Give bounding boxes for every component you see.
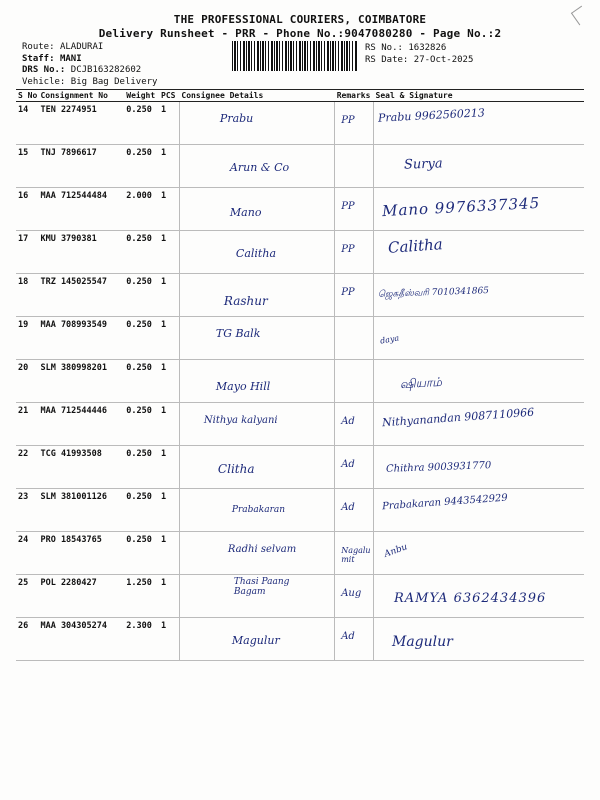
rs-no-value: 1632826 [408,43,447,53]
cell-sno: 18 [16,274,38,317]
cell-weight: 0.250 [124,231,159,274]
staff-value: MANI [59,53,82,64]
drs-barcode [232,41,358,71]
cell-weight: 0.250 [124,489,159,532]
consignee-handwriting: Rashur [223,294,268,308]
consignee-handwriting: Arun & Co [229,161,290,174]
cell-pcs: 1 [159,145,179,188]
cell-remarks [335,274,374,317]
route-label: Route: [22,42,55,52]
signature-handwriting: ஷியாம் [399,374,443,392]
cell-remarks [335,145,374,188]
signature-handwriting: Prabakaran 9443542929 [381,492,509,513]
cell-sno: 20 [16,360,38,403]
cell-weight: 0.250 [124,403,159,446]
cell-remarks [335,403,374,446]
remarks-handwriting: Ad [341,502,355,513]
consignee-handwriting: Prabakaran [231,505,286,515]
table-header-row [16,90,584,102]
cell-remarks [335,317,374,360]
cell-remarks [335,231,374,274]
cell-pcs: 1 [159,575,179,618]
table-row [16,274,584,317]
consignee-handwriting: Mayo Hill [215,380,271,393]
cell-signature [374,446,585,489]
cell-consignment-no: TCG 41993508 [38,446,124,489]
cell-consignment-no: MAA 712544484 [38,188,124,231]
cell-consignment-no: KMU 3790381 [38,231,124,274]
cell-pcs: 1 [159,188,179,231]
cell-weight: 2.000 [124,188,159,231]
cell-consignment-no: TRZ 145025547 [38,274,124,317]
remarks-handwriting: Ad [341,459,355,470]
cell-pcs: 1 [159,618,179,661]
cell-pcs: 1 [159,274,179,317]
vehicle-label: Vehicle: [22,76,66,87]
cell-sno: 19 [16,317,38,360]
signature-handwriting: Calitha [387,235,444,257]
cell-sno: 23 [16,489,38,532]
cell-weight: 0.250 [124,145,159,188]
consignee-handwriting: Calitha [235,247,276,260]
company-title: THE PROFESSIONAL COURIERS, COIMBATORE [173,13,427,26]
signature-handwriting: daya [379,333,400,346]
col-consignment: Consignment No [38,90,124,102]
remarks-handwriting: PP [341,287,355,298]
cell-weight: 0.250 [124,274,159,317]
table-row [16,145,584,188]
cell-weight: 0.250 [124,360,159,403]
cell-signature [374,532,585,575]
consignee-handwriting: Radhi selvam [227,544,297,555]
cell-weight: 0.250 [124,446,159,489]
rs-no-label: RS No.: [365,43,403,53]
cell-consignment-no: MAA 304305274 [38,618,124,661]
cell-remarks [335,532,374,575]
consignee-handwriting: Clitha [217,462,255,476]
runsheet-subtitle: Delivery Runsheet - PRR - Phone No.:9047080280 - Page No.:2 [98,27,502,40]
table-row [16,360,584,403]
consignee-handwriting: Nithya kalyani [203,415,278,426]
table-row [16,446,584,489]
cell-sno: 17 [16,231,38,274]
cell-consignee [179,274,334,317]
consignee-handwriting: Magulur [231,634,280,647]
consignee-handwriting: Thasi Paang Bagam [233,577,290,597]
cell-signature [374,489,585,532]
cell-sno: 15 [16,145,38,188]
cell-consignment-no: PRO 18543765 [38,532,124,575]
cell-consignee [179,489,334,532]
cell-signature [374,575,585,618]
cell-weight: 0.250 [124,532,159,575]
cell-consignee [179,532,334,575]
cell-remarks [335,188,374,231]
cell-consignee [179,618,334,661]
cell-consignee [179,231,334,274]
consignee-handwriting: TG Balk [215,327,261,340]
remarks-handwriting: Nagalu mit [341,546,371,564]
cell-pcs: 1 [159,403,179,446]
delivery-table [16,89,584,661]
staff-label: Staff: [22,53,55,64]
col-remarks: Remarks [335,90,374,102]
table-row [16,575,584,618]
cell-consignee [179,102,334,145]
cell-consignee [179,360,334,403]
cell-pcs: 1 [159,317,179,360]
cell-consignment-no: TNJ 7896617 [38,145,124,188]
signature-handwriting: ஜெகதீஸ்வரி 7010341865 [377,286,490,300]
rs-no-line [365,42,473,54]
cell-consignment-no: SLM 381001126 [38,489,124,532]
consignee-handwriting: Prabu [219,112,254,125]
cell-consignment-no: POL 2280427 [38,575,124,618]
cell-remarks [335,102,374,145]
remarks-handwriting: PP [341,115,355,126]
cell-sno: 24 [16,532,38,575]
cell-pcs: 1 [159,532,179,575]
remarks-handwriting: Ad [341,416,355,427]
col-seal: Seal & Signature [374,90,585,102]
cell-signature [374,274,585,317]
route-line [22,42,157,54]
table-row [16,188,584,231]
cell-signature [374,145,585,188]
remarks-handwriting: Ad [341,631,355,642]
cell-remarks [335,618,374,661]
cell-sno: 22 [16,446,38,489]
cell-remarks [335,575,374,618]
cell-signature [374,231,585,274]
runsheet-meta-left [22,42,157,88]
cell-pcs: 1 [159,446,179,489]
rs-date-line [365,54,473,66]
table-row [16,618,584,661]
drs-label: DRS No.: [22,65,66,75]
cell-consignment-no: MAA 708993549 [38,317,124,360]
cell-remarks [335,446,374,489]
cell-consignee [179,145,334,188]
staff-line [22,54,157,66]
cell-consignee [179,317,334,360]
cell-pcs: 1 [159,231,179,274]
route-value: ALADURAI [59,42,104,52]
cell-pcs: 1 [159,489,179,532]
cell-sno: 25 [16,575,38,618]
table-row [16,532,584,575]
cell-sno: 16 [16,188,38,231]
cell-signature [374,618,585,661]
cell-weight: 1.250 [124,575,159,618]
rs-date-value: 27-Oct-2025 [413,55,474,65]
table-row [16,403,584,446]
drs-line [22,65,157,77]
cell-weight: 2.300 [124,618,159,661]
col-consignee: Consignee Details [179,90,334,102]
runsheet-meta-right [365,42,473,66]
cell-signature [374,102,585,145]
cell-sno: 26 [16,618,38,661]
vehicle-value: Big Bag Delivery [70,76,158,87]
cell-consignment-no: TEN 2274951 [38,102,124,145]
cell-pcs: 1 [159,102,179,145]
signature-handwriting: Chithra 9003931770 [385,460,492,475]
vehicle-line [22,77,157,89]
cell-weight: 0.250 [124,102,159,145]
cell-consignee [179,575,334,618]
table-row [16,317,584,360]
remarks-handwriting: Aug [341,588,362,599]
signature-handwriting: Mano 9976337345 [381,193,541,221]
signature-handwriting: Anbu [383,542,409,560]
cell-signature [374,360,585,403]
table-row [16,489,584,532]
table-row [16,102,584,145]
cell-consignee [179,446,334,489]
rs-date-label: RS Date: [365,55,409,65]
cell-consignee [179,403,334,446]
signature-handwriting: Magulur [392,634,453,650]
signature-handwriting: Prabu 9962560213 [377,106,486,125]
signature-handwriting: Surya [403,156,443,173]
consignee-handwriting: Mano [229,206,262,219]
signature-handwriting: Nithyanandan 9087110966 [381,405,535,430]
cell-consignment-no: MAA 712544446 [38,403,124,446]
cell-pcs: 1 [159,360,179,403]
remarks-handwriting: PP [341,201,355,212]
col-sno: S No [18,91,38,100]
cell-signature [374,317,585,360]
cell-remarks [335,489,374,532]
cell-signature [374,403,585,446]
table-row [16,231,584,274]
cell-signature [374,188,585,231]
col-pcs: PCS [159,90,179,102]
cell-weight: 0.250 [124,317,159,360]
remarks-handwriting: PP [341,244,355,255]
cell-remarks [335,360,374,403]
cell-consignee [179,188,334,231]
cell-consignment-no: SLM 380998201 [38,360,124,403]
drs-value: DCJB163282602 [70,65,142,75]
cell-sno: 21 [16,403,38,446]
col-weight: Weight [124,90,159,102]
signature-handwriting: RAMYA 6362434396 [394,591,547,606]
cell-sno: 14 [16,102,38,145]
